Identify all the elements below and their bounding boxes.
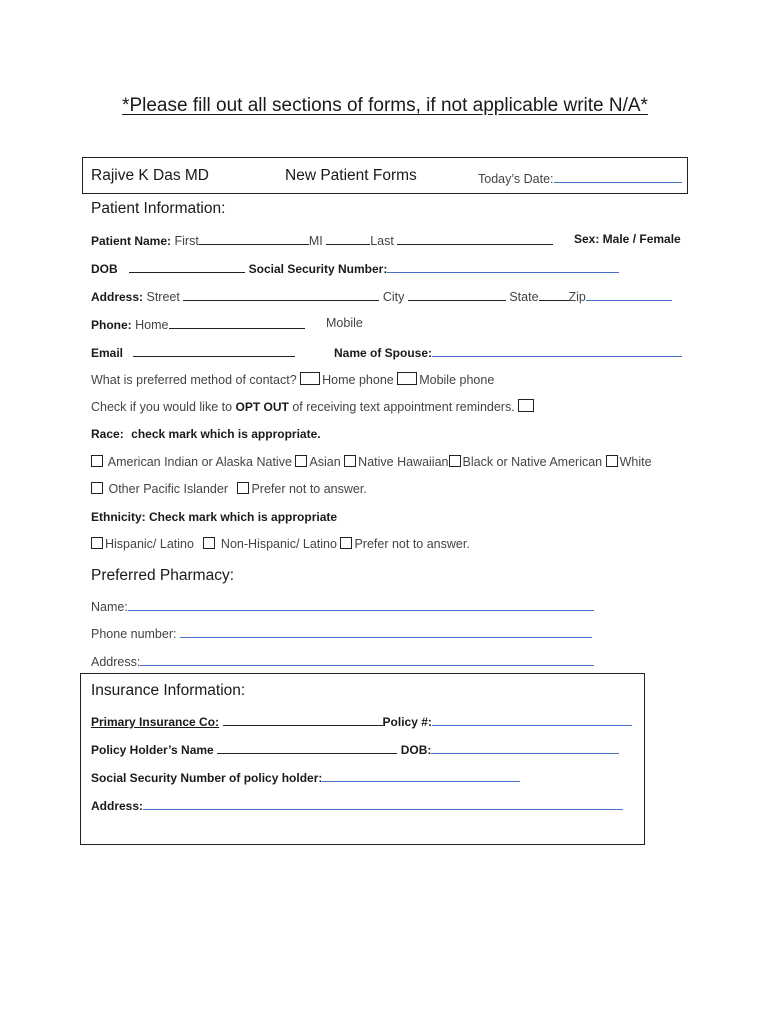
insurance-address-label: Address: bbox=[91, 799, 144, 813]
holder-ssn-row bbox=[91, 769, 520, 785]
race-checkbox-american-indian[interactable] bbox=[91, 455, 103, 467]
race-checkbox-native-hawaiian[interactable] bbox=[344, 455, 356, 467]
primary-insurance-field[interactable] bbox=[223, 713, 383, 726]
insurance-address-field[interactable] bbox=[143, 797, 623, 810]
dob-label: DOB bbox=[91, 262, 118, 276]
email-row bbox=[91, 344, 295, 360]
phone-label: Phone: bbox=[91, 318, 132, 332]
city-label: City bbox=[382, 290, 405, 304]
insurance-address-row bbox=[91, 797, 623, 813]
race-checkbox-pacific-islander[interactable] bbox=[91, 482, 103, 494]
race-option-label: American Indian or Alaska Native bbox=[107, 455, 292, 469]
race-option-label: Black or Native American bbox=[462, 455, 603, 469]
ethnicity-label: Ethnicity: Check mark which is appropriate bbox=[91, 510, 338, 524]
policy-number-field[interactable] bbox=[432, 713, 632, 726]
email-label: Email bbox=[91, 346, 124, 360]
dob-row bbox=[91, 260, 619, 276]
race-checkbox-black[interactable] bbox=[449, 455, 461, 467]
last-label: Last bbox=[370, 234, 394, 248]
optout-checkbox[interactable] bbox=[518, 399, 534, 412]
mi-field[interactable] bbox=[326, 232, 370, 245]
policy-holder-label: Policy Holder’s Name bbox=[91, 743, 214, 757]
todays-date-label: Today’s Date: bbox=[478, 172, 554, 186]
patient-name-row bbox=[91, 232, 553, 248]
spouse-row bbox=[334, 344, 682, 360]
optout-row bbox=[91, 399, 536, 414]
primary-insurance-label: Primary Insurance Co: bbox=[91, 715, 220, 729]
contact-mobile-label: Mobile phone bbox=[419, 373, 495, 387]
home-phone-label: Home bbox=[135, 318, 169, 332]
dob-field[interactable] bbox=[129, 260, 245, 273]
holder-ssn-label: Social Security Number of policy holder: bbox=[91, 771, 323, 785]
address-label: Address: bbox=[91, 290, 144, 304]
patient-info-heading: Patient Information: bbox=[91, 200, 226, 217]
ssn-field[interactable] bbox=[387, 260, 619, 273]
first-label: First bbox=[174, 234, 199, 248]
form-name: New Patient Forms bbox=[285, 167, 417, 184]
street-field[interactable] bbox=[183, 288, 379, 301]
sex-label[interactable]: Sex: Male / Female bbox=[574, 232, 681, 246]
race-option-label: Prefer not to answer. bbox=[251, 482, 367, 496]
mobile-label: Mobile bbox=[326, 316, 363, 330]
todays-date-field[interactable] bbox=[478, 170, 682, 186]
ethnicity-checkbox-non-hispanic[interactable] bbox=[203, 537, 215, 549]
zip-field[interactable] bbox=[586, 288, 672, 301]
race-option-label: White bbox=[619, 455, 652, 469]
ethnicity-option-label: Hispanic/ Latino bbox=[105, 537, 194, 551]
spouse-field[interactable] bbox=[432, 344, 682, 357]
race-options-row2 bbox=[91, 482, 367, 496]
race-options-row1 bbox=[91, 455, 652, 469]
page-title: *Please fill out all sections of forms, if not applicable write N/A* bbox=[122, 95, 648, 116]
pharmacy-phone-field[interactable] bbox=[180, 625, 592, 638]
home-phone-checkbox[interactable] bbox=[300, 372, 320, 385]
pharmacy-address-row bbox=[91, 653, 594, 669]
optout-pre: Check if you would like to bbox=[91, 400, 233, 414]
pharmacy-address-field[interactable] bbox=[140, 653, 594, 666]
ssn-label: Social Security Number: bbox=[248, 262, 388, 276]
last-name-field[interactable] bbox=[397, 232, 553, 245]
race-header bbox=[91, 427, 321, 441]
race-label: Race: bbox=[91, 427, 124, 441]
policy-holder-row bbox=[91, 741, 619, 757]
policy-number-label: Policy #: bbox=[382, 715, 432, 729]
city-field[interactable] bbox=[408, 288, 506, 301]
optout-bold: OPT OUT bbox=[235, 400, 289, 414]
first-name-field[interactable] bbox=[199, 232, 309, 245]
race-option-label: Native Hawaiian bbox=[358, 455, 449, 469]
ethnicity-option-label: Non-Hispanic/ Latino bbox=[220, 537, 337, 551]
doctor-name: Rajive K Das MD bbox=[91, 167, 209, 184]
race-checkbox-white[interactable] bbox=[606, 455, 618, 467]
contact-question: What is preferred method of contact? bbox=[91, 373, 297, 387]
race-checkbox-prefer-not[interactable] bbox=[237, 482, 249, 494]
pharmacy-name-row bbox=[91, 598, 594, 614]
street-label: Street bbox=[146, 290, 180, 304]
home-phone-field[interactable] bbox=[169, 316, 305, 329]
race-option-label: Asian bbox=[309, 455, 341, 469]
pharmacy-address-label: Address: bbox=[91, 655, 141, 669]
spouse-label: Name of Spouse: bbox=[334, 346, 433, 360]
pharmacy-phone-row bbox=[91, 625, 592, 641]
contact-home-label: Home phone bbox=[322, 373, 394, 387]
state-field[interactable] bbox=[539, 288, 569, 301]
holder-dob-label: DOB: bbox=[400, 743, 432, 757]
phone-row bbox=[91, 316, 305, 332]
insurance-heading: Insurance Information: bbox=[91, 682, 246, 699]
race-instruction: check mark which is appropriate. bbox=[131, 427, 321, 441]
todays-date-line[interactable] bbox=[554, 170, 682, 183]
ethnicity-checkbox-prefer-not[interactable] bbox=[340, 537, 352, 549]
pharmacy-heading: Preferred Pharmacy: bbox=[91, 567, 234, 584]
mi-label: MI bbox=[308, 234, 323, 248]
race-option-label: Other Pacific Islander bbox=[108, 482, 228, 496]
race-checkbox-asian[interactable] bbox=[295, 455, 307, 467]
holder-dob-field[interactable] bbox=[431, 741, 619, 754]
policy-holder-field[interactable] bbox=[217, 741, 397, 754]
optout-post: of receiving text appointment reminders. bbox=[292, 400, 515, 414]
holder-ssn-field[interactable] bbox=[322, 769, 520, 782]
contact-row bbox=[91, 372, 494, 387]
ethnicity-option-label: Prefer not to answer. bbox=[354, 537, 470, 551]
primary-insurance-row bbox=[91, 713, 632, 729]
pharmacy-name-field[interactable] bbox=[128, 598, 594, 611]
ethnicity-checkbox-hispanic[interactable] bbox=[91, 537, 103, 549]
patient-name-label: Patient Name: bbox=[91, 234, 172, 248]
address-row bbox=[91, 288, 672, 304]
state-label: State bbox=[509, 290, 539, 304]
zip-label: Zip bbox=[568, 290, 586, 304]
pharmacy-phone-label: Phone number: bbox=[91, 627, 177, 641]
mobile-phone-checkbox[interactable] bbox=[397, 372, 417, 385]
ethnicity-options-row bbox=[91, 537, 470, 551]
email-field[interactable] bbox=[133, 344, 295, 357]
pharmacy-name-label: Name: bbox=[91, 600, 128, 614]
